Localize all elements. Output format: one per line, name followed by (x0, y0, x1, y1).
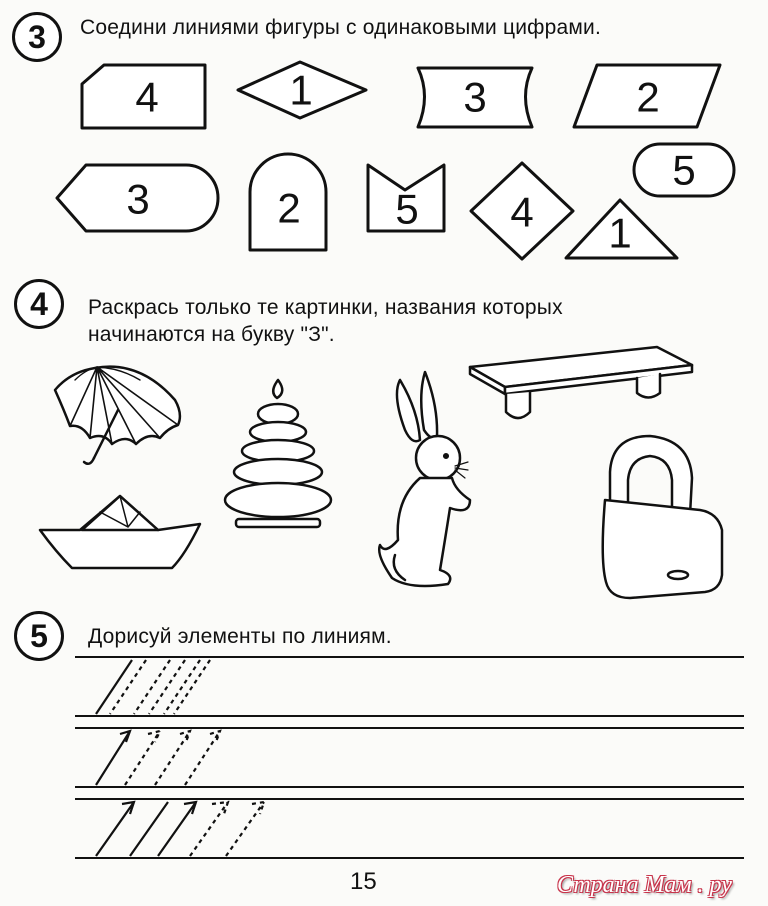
shape-label: 3 (463, 73, 487, 121)
task-5-instruction: Дорисуй элементы по линиям. (88, 625, 392, 648)
shape-label: 1 (608, 209, 632, 257)
shape-label: 5 (672, 146, 696, 194)
shape-rhombus (238, 62, 366, 118)
shape-label: 4 (135, 73, 159, 121)
task-5-number: 5 (14, 611, 64, 661)
task-4-instruction-line1: Раскрась только те картинки, названия которых (88, 296, 563, 319)
padlock-picture (603, 436, 722, 598)
page-number: 15 (350, 868, 377, 895)
shape-label: 3 (126, 175, 150, 223)
hare-picture (379, 372, 470, 586)
task-4-number: 4 (14, 279, 64, 329)
shape-arch (250, 154, 326, 250)
writing-lines (75, 657, 744, 858)
shape-diamond (471, 163, 573, 259)
shape-concave-rectangle (418, 68, 532, 127)
tracing-row-3 (96, 802, 264, 856)
tracing-row-2 (96, 731, 220, 785)
shape-triangle (566, 200, 677, 258)
task-4-instruction-line2: начинаются на букву "З". (88, 323, 335, 346)
tracing-row-1 (96, 660, 210, 714)
shape-label: 4 (510, 188, 534, 236)
paper-boat-picture (40, 496, 200, 568)
shape-parallelogram (574, 65, 720, 127)
shape-label: 1 (289, 66, 313, 114)
task-3-number: 3 (12, 12, 62, 62)
site-watermark: Страна Мам . ру (557, 872, 732, 898)
task-3-instruction: Соедини линиями фигуры с одинаковыми цифрами. (80, 16, 601, 39)
shape-oval (634, 144, 734, 196)
bench-picture (470, 347, 692, 418)
shape-label: 2 (277, 184, 301, 232)
shape-notched-square (368, 165, 444, 233)
pyramid-toy-picture (225, 380, 331, 527)
shape-arrow-tag (57, 165, 218, 231)
shape-label: 2 (636, 73, 660, 121)
shape-label: 5 (395, 185, 419, 233)
umbrella-picture (55, 367, 180, 464)
shape-pentagon (82, 65, 205, 128)
